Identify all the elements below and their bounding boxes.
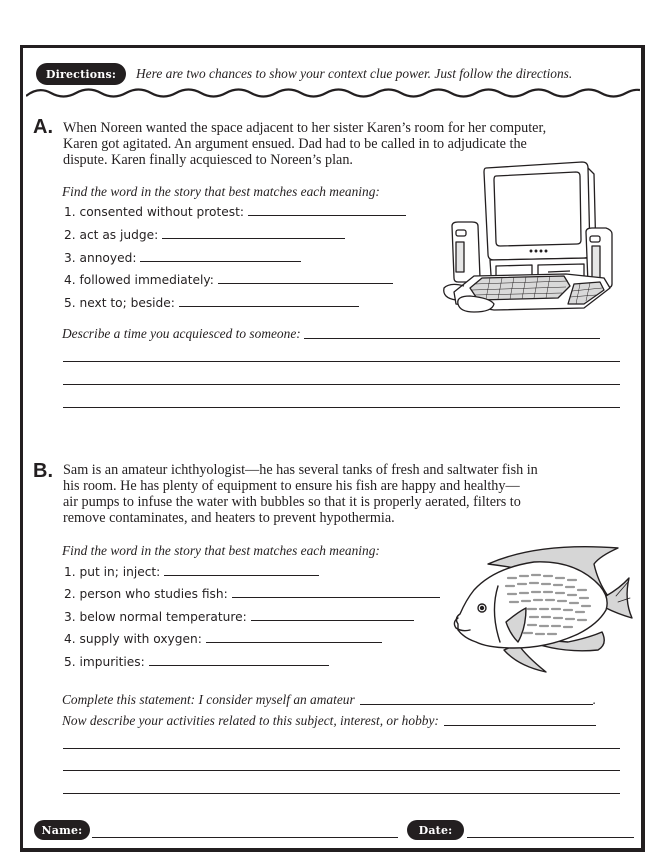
- complete-suffix: .: [592, 692, 597, 707]
- item-label: 4. supply with oxygen:: [64, 632, 202, 646]
- section-b-complete-row: [62, 692, 596, 708]
- section-a-describe-row: [62, 326, 600, 342]
- section-b-item-1: [64, 565, 319, 579]
- answer-blank[interactable]: [162, 237, 345, 239]
- answer-blank[interactable]: [248, 214, 406, 216]
- section-a-item-4: [64, 273, 393, 287]
- section-b-letter: B.: [33, 460, 53, 482]
- describe-prompt: Describe a time you acquiesced to someone:: [62, 326, 301, 341]
- answer-line[interactable]: [63, 361, 620, 362]
- paragraph-line: air pumps to infuse the water with bubbles so that it is properly aerated, filters to: [63, 494, 521, 510]
- fish-illustration: [448, 538, 634, 678]
- describe-answer-line[interactable]: [444, 724, 596, 726]
- answer-blank[interactable]: [164, 574, 319, 576]
- section-b-item-4: [64, 632, 382, 646]
- answer-blank[interactable]: [232, 596, 440, 598]
- paragraph-line: his room. He has plenty of equipment to ensure his fish are happy and healthy—: [63, 478, 520, 494]
- section-a-item-1: [64, 205, 406, 219]
- section-a-item-3: [64, 251, 301, 265]
- answer-blank[interactable]: [251, 619, 414, 621]
- section-a-letter: A.: [33, 116, 53, 138]
- paragraph-line: remove contaminates, and heaters to prevent hypothermia.: [63, 510, 395, 526]
- answer-blank[interactable]: [206, 641, 382, 643]
- paragraph-line: When Noreen wanted the space adjacent to her sister Karen’s room for her computer,: [63, 120, 547, 136]
- answer-line[interactable]: [63, 748, 620, 749]
- answer-line[interactable]: [63, 384, 620, 385]
- section-b-item-2: [64, 587, 440, 601]
- directions-text: Here are two chances to show your context clue power. Just follow the directions.: [136, 66, 573, 81]
- paragraph-line: dispute. Karen finally acquiesced to Noreen’s plan.: [63, 152, 353, 168]
- section-b-describe-row: [62, 713, 596, 729]
- complete-prompt: Complete this statement: I consider myself an amateur: [62, 692, 355, 707]
- name-label: Name:: [41, 823, 83, 837]
- name-field[interactable]: [92, 837, 398, 838]
- section-b-item-3: [64, 610, 414, 624]
- paragraph-line: Karen got agitated. An argument ensued. Dad had to be called in to adjudicate the: [63, 136, 527, 152]
- describe-prompt: Now describe your activities related to this subject, interest, or hobby:: [62, 713, 439, 728]
- directions-label: Directions:: [45, 67, 117, 81]
- section-a-item-5: [64, 296, 359, 310]
- item-label: 5. impurities:: [64, 655, 145, 669]
- wavy-divider: [26, 86, 640, 100]
- name-badge: [35, 821, 89, 839]
- item-label: 4. followed immediately:: [64, 273, 214, 287]
- item-label: 3. annoyed:: [64, 251, 137, 265]
- item-label: 2. act as judge:: [64, 228, 159, 242]
- computer-illustration: [434, 160, 614, 318]
- section-b-item-5: [64, 655, 329, 669]
- answer-line[interactable]: [63, 793, 620, 794]
- amateur-answer-line[interactable]: [360, 703, 593, 705]
- section-a-instruction: Find the word in the story that best matches each meaning:: [62, 184, 380, 199]
- section-b-paragraph: [63, 462, 538, 526]
- date-label: Date:: [418, 823, 453, 837]
- item-label: 3. below normal temperature:: [64, 610, 247, 624]
- item-label: 5. next to; beside:: [64, 296, 175, 310]
- item-label: 2. person who studies fish:: [64, 587, 228, 601]
- paragraph-line: Sam is an amateur ichthyologist—he has several tanks of fresh and saltwater fish in: [63, 462, 538, 478]
- answer-blank[interactable]: [179, 305, 359, 307]
- section-a-item-2: [64, 228, 345, 242]
- section-b-instruction: Find the word in the story that best matches each meaning:: [62, 543, 380, 558]
- answer-blank[interactable]: [149, 664, 329, 666]
- answer-blank[interactable]: [218, 282, 393, 284]
- date-badge: [408, 821, 463, 839]
- item-label: 1. put in; inject:: [64, 565, 161, 579]
- item-label: 1. consented without protest:: [64, 205, 244, 219]
- answer-line[interactable]: [63, 770, 620, 771]
- answer-blank[interactable]: [140, 260, 301, 262]
- date-field[interactable]: [467, 837, 634, 838]
- describe-answer-line[interactable]: [304, 337, 600, 339]
- directions-badge: [37, 64, 125, 84]
- answer-line[interactable]: [63, 407, 620, 408]
